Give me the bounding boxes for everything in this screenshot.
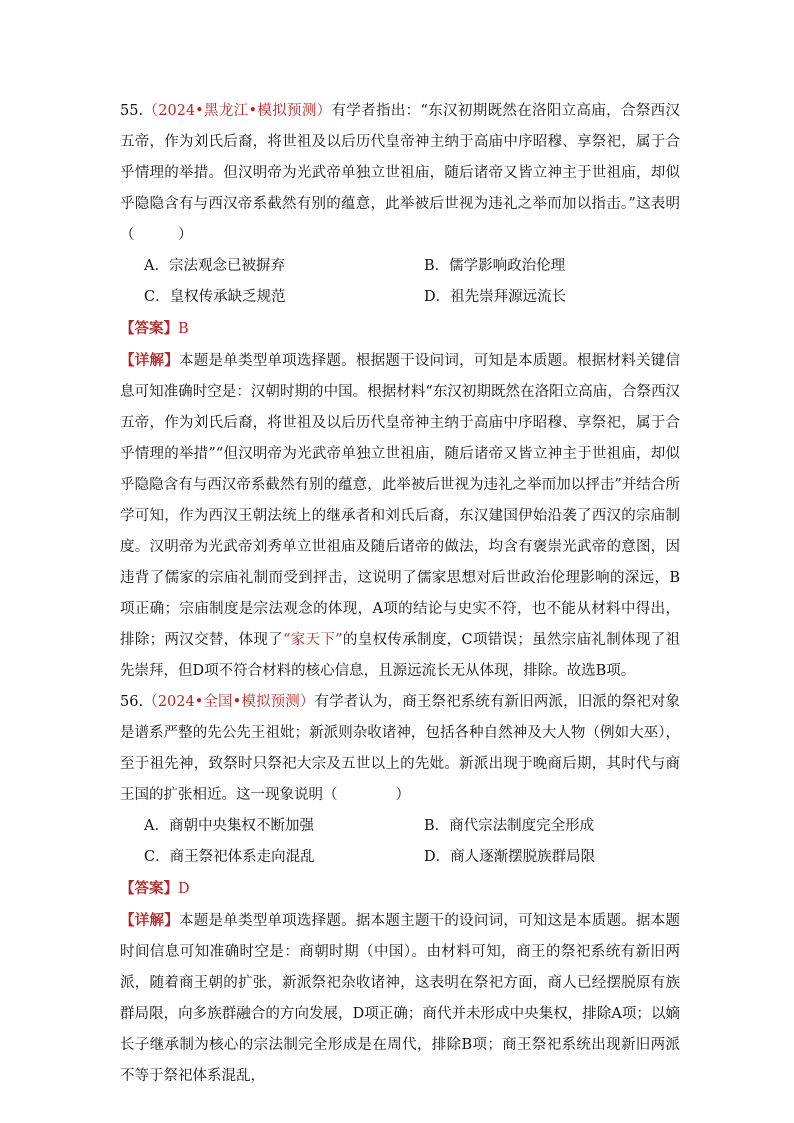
option-a: A．商朝中央集权不断加强 (144, 818, 314, 834)
option-d: D．祖先崇拜源远流长 (424, 289, 567, 305)
question-number: 55. (120, 103, 144, 119)
answer-line (120, 313, 680, 345)
option-b: B．儒学影响政治伦理 (424, 258, 566, 274)
options-row (120, 842, 680, 873)
option-b: B．商代宗法制度完全形成 (424, 818, 595, 834)
explanation (120, 905, 680, 1092)
question-number: 56. (120, 694, 144, 710)
explanation-text-cont: 的皇权传承制度，C项错误；虽然宗庙礼制体现了祖先崇拜，但D项不符合材料的核心信息，且源远流长无从体现，排除。故选B项。 (120, 632, 681, 679)
question-55 (120, 96, 680, 687)
answer-line (120, 873, 680, 905)
option-c: C．皇权传承缺乏规范 (144, 289, 286, 305)
option-c: C．商王祭祀体系走向混乱 (144, 849, 315, 865)
explanation-tag: 【详解】 (120, 352, 179, 369)
option-a: A．宗法观念已被摒弃 (144, 258, 285, 274)
question-stem (120, 687, 680, 811)
answer-value: D (178, 881, 190, 897)
options-row (120, 811, 680, 842)
option-d: D．商人逐渐摆脱族群局限 (424, 849, 596, 865)
question-text: 有学者指出：“东汉初期既然在洛阳立高庙，合祭西汉五帝，作为刘氏后裔，将世祖及以后历代皇帝神主纳于高庙中序昭穆、享祭祀，属于合乎情理的举措。但汉明帝为光武帝单独立世祖庙，随后诸帝又皆立神主于世祖庙，却似乎隐隐含有与西汉帝系截然有别的蕴意，此举被后世视为违礼之举而加以指击。”这表明（ ） (120, 103, 680, 243)
highlight-keyword: “家天下” (283, 632, 343, 648)
answer-tag: 【答案】 (120, 320, 178, 337)
question-source: （2024•黑龙江•模拟预测） (143, 103, 332, 119)
answer-value: B (178, 321, 189, 337)
question-text: 有学者认为，商王祭祀系统有新旧两派，旧派的祭祀对象是谱系严整的先公先王祖妣；新派则杂收诸神，包括各种自然神及大人物（例如大巫），至于祖先神，致祭时只祭祀大宗及五世以上的先妣。新派出现于晚商后期，其时代与商王国的扩张相近。这一现象说明（ ） (120, 694, 680, 803)
explanation-text: 本题是单类型单项选择题。根据题干设问词，可知是本质题。根据材料关键信息可知准确时空是：汉朝时期的中国。根据材料“东汉初期既然在洛阳立高庙，合祭西汉五帝，作为刘氏后裔，将世祖及以后历代皇帝神主纳于高庙中序昭穆、享祭祀，属于合乎情理的举措”“但汉明帝为光武帝单独立世祖庙，随后诸帝又皆立神主于世祖庙，却似乎隐隐含有与西汉帝系截然有别的蕴意，此举被后世视为违礼之举而加以抨击”并结合所学可知，作为西汉王朝法统上的继承者和刘氏后裔，东汉建国伊始沿袭了西汉的宗庙制度。汉明帝为光武帝刘秀单立世祖庙及随后诸帝的做法，均含有褒崇光武帝的意图，因违背了儒家的宗庙礼制而受到抨击，这说明了儒家思想对后世政治伦理影响的深远，B项正确；宗庙制度是宗法观念的体现，A项的结论与史实不符，也不能从材料中得出，排除；两汉交替，体现了 (120, 353, 681, 648)
explanation-text: 本题是单类型单项选择题。据本题主题干的设问词，可知这是本质题。据本题时间信息可知准确时空是：商朝时期（中国）。由材料可知，商王的祭祀系统有新旧两派，随着商王朝的扩张，新派祭祀杂收诸神，这表明在祭祀方面，商人已经摆脱原有族群局限，向多族群融合的方向发展，D项正确；商代并未形成中央集权，排除A项；以嫡长子继承制为核心的宗法制完全形成是在周代，排除B项；商王祭祀系统出现新旧两派不等于祭祀体系混乱， (120, 913, 681, 1084)
question-stem (120, 96, 680, 251)
question-source: （2024•全国•模拟预测） (143, 694, 315, 710)
document-page (120, 96, 680, 1092)
explanation-tag: 【详解】 (120, 912, 179, 929)
answer-tag: 【答案】 (120, 880, 178, 897)
options-row (120, 251, 680, 282)
explanation (120, 345, 680, 687)
options-row (120, 282, 680, 313)
question-56 (120, 687, 680, 1092)
